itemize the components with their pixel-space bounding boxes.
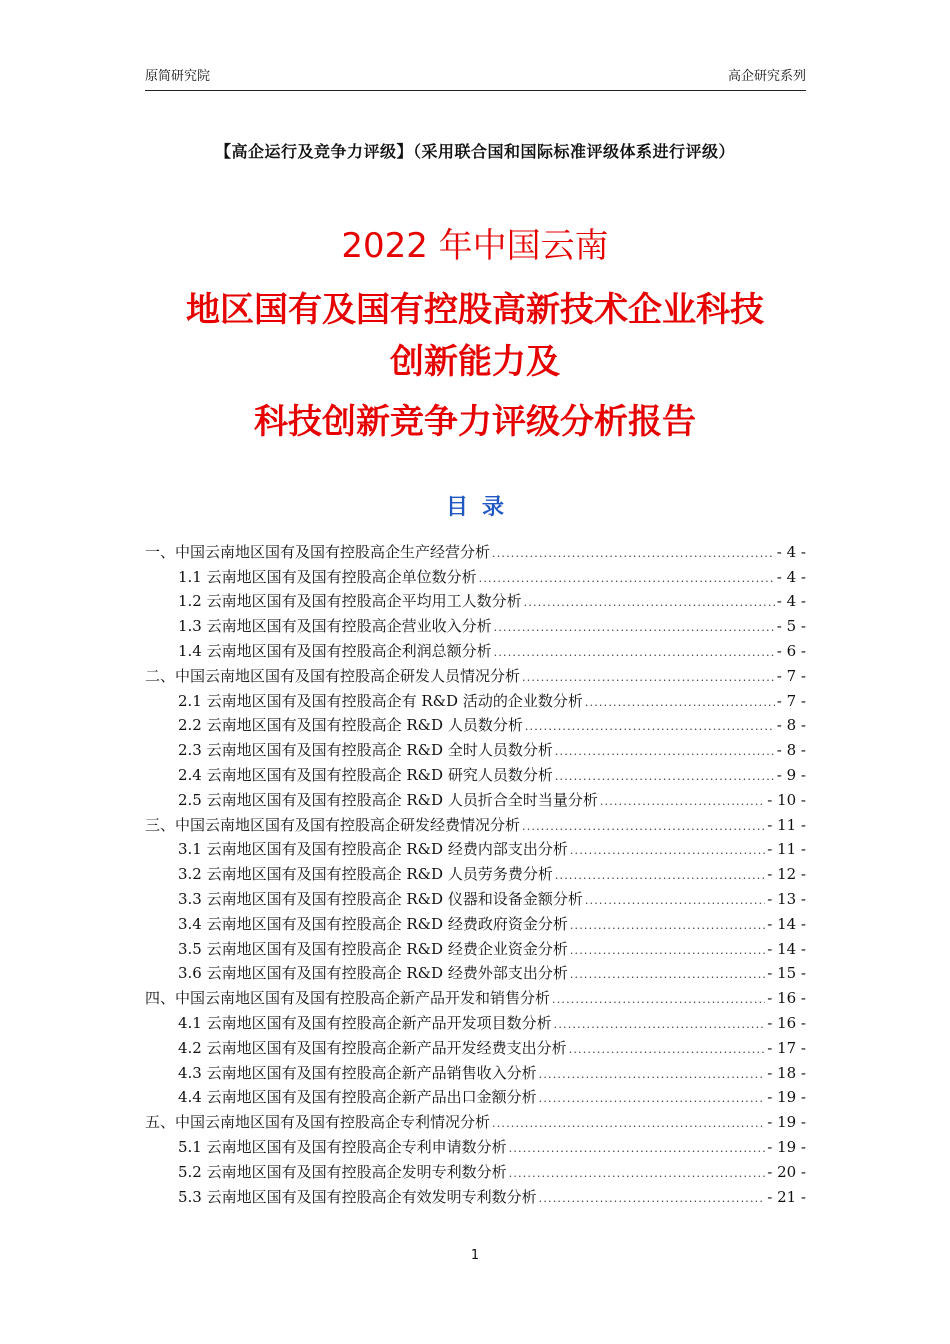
toc-entry-label: 5.3 云南地区国有及国有控股高企有效发明专利数分析 [178,1187,537,1206]
toc-entry-page: - 16 - [767,1013,806,1032]
toc-dot-leader [570,919,765,933]
toc-entry-page: - 7 - [776,691,806,710]
toc-entry-label: 3.4 云南地区国有及国有控股高企 R&D 经费政府资金分析 [178,914,568,933]
toc-subsection-entry[interactable] [145,858,806,883]
title-line-2: 地区国有及国有控股高新技术企业科技 [186,290,764,330]
toc-entry-label: 4.1 云南地区国有及国有控股高企新产品开发项目数分析 [178,1013,552,1032]
toc-dot-leader [494,621,775,635]
toc-entry-page: - 18 - [767,1063,806,1082]
toc-entry-page: - 5 - [776,617,806,636]
toc-dot-leader [585,894,765,908]
toc-dot-leader [554,1018,766,1032]
toc-subsection-entry[interactable] [145,1032,806,1057]
toc-entry-label: 2.1 云南地区国有及国有控股高企有 R&D 活动的企业数分析 [178,691,583,710]
toc-dot-leader [522,671,775,685]
toc-entry-page: - 6 - [776,641,806,660]
toc-subsection-entry[interactable] [145,759,806,784]
toc-entry-page: - 11 - [767,840,806,859]
toc-entry-page: - 4 - [776,567,806,586]
toc-entry-page: - 19 - [767,1088,806,1107]
toc-entry-page: - 13 - [767,889,806,908]
toc-dot-leader [509,1142,766,1156]
toc-heading: 目录 [445,495,518,520]
toc-dot-leader [552,993,765,1007]
toc-dot-leader [585,696,775,710]
toc-dot-leader [555,770,775,784]
toc-subsection-entry[interactable] [145,933,806,958]
toc-entry-label: 2.3 云南地区国有及国有控股高企 R&D 全时人员数分析 [178,741,553,760]
toc-entry-page: - 21 - [767,1187,806,1206]
toc-subsection-entry[interactable] [145,908,806,933]
toc-entry-label: 5.2 云南地区国有及国有控股高企发明专利数分析 [178,1162,507,1181]
toc-entry-page: - 11 - [767,815,806,834]
toc-dot-leader [492,547,775,561]
toc-entry-label: 4.4 云南地区国有及国有控股高企新产品出口金额分析 [178,1088,537,1107]
toc-section-entry[interactable] [145,1106,806,1131]
toc-entry-label: 四、中国云南地区国有及国有控股高企新产品开发和销售分析 [145,989,551,1008]
toc-dot-leader [600,795,765,809]
toc-subsection-entry[interactable] [145,1156,806,1181]
toc-entry-page: - 14 - [767,939,806,958]
toc-entry-page: - 8 - [776,741,806,760]
toc-dot-leader [492,1117,765,1131]
toc-subsection-entry[interactable] [145,734,806,759]
toc-subsection-entry[interactable] [145,1181,806,1206]
rating-line: 【高企运行及竞争力评级】（采用联合国和国际标准评级体系进行评级） [214,142,735,161]
toc-dot-leader [524,596,775,610]
toc-section-entry[interactable] [145,660,806,685]
header-series-name: 高企研究系列 [727,69,806,84]
toc-entry-label: 三、中国云南地区国有及国有控股高企研发经费情况分析 [145,815,521,834]
page-header [145,68,806,91]
toc-entry-label: 4.2 云南地区国有及国有控股高企新产品开发经费支出分析 [178,1038,567,1057]
toc-entry-label: 3.3 云南地区国有及国有控股高企 R&D 仪器和设备金额分析 [178,889,583,908]
page-number: 1 [470,1248,480,1263]
toc-entry-page: - 9 - [776,765,806,784]
header-org-name: 原简研究院 [145,69,211,84]
toc-entry-page: - 7 - [776,666,806,685]
toc-dot-leader [569,1043,766,1057]
toc-entry-page: - 19 - [767,1113,806,1132]
toc-section-entry[interactable] [145,809,806,834]
toc-entry-page: - 10 - [767,790,806,809]
toc-entry-label: 4.3 云南地区国有及国有控股高企新产品销售收入分析 [178,1063,537,1082]
toc-entry-page: - 4 - [776,592,806,611]
toc-entry-label: 1.1 云南地区国有及国有控股高企单位数分析 [178,567,477,586]
toc-subsection-entry[interactable] [145,958,806,983]
toc-entry-label: 2.2 云南地区国有及国有控股高企 R&D 人员数分析 [178,716,523,735]
toc-entry-page: - 17 - [767,1038,806,1057]
toc-subsection-entry[interactable] [145,1082,806,1107]
toc-dot-leader [570,944,765,958]
toc-entry-label: 1.4 云南地区国有及国有控股高企利润总额分析 [178,641,492,660]
toc-subsection-entry[interactable] [145,685,806,710]
title-line-3: 创新能力及 [390,342,560,382]
toc-entry-label: 二、中国云南地区国有及国有控股高企研发人员情况分析 [145,666,521,685]
toc-dot-leader [539,1092,766,1106]
toc-dot-leader [525,720,775,734]
toc-subsection-entry[interactable] [145,710,806,735]
toc-entry-label: 3.1 云南地区国有及国有控股高企 R&D 经费内部支出分析 [178,840,568,859]
toc-subsection-entry[interactable] [145,586,806,611]
toc-dot-leader [555,745,775,759]
toc-entry-page: - 19 - [767,1137,806,1156]
toc-subsection-entry[interactable] [145,635,806,660]
toc-dot-leader [522,820,765,834]
toc-section-entry[interactable] [145,536,806,561]
toc-entry-page: - 20 - [767,1162,806,1181]
toc-entry-label: 2.4 云南地区国有及国有控股高企 R&D 研究人员数分析 [178,765,553,784]
toc-entry-page: - 12 - [767,865,806,884]
toc-dot-leader [555,869,765,883]
toc-entry-label: 一、中国云南地区国有及国有控股高企生产经营分析 [145,542,491,561]
toc-dot-leader [539,1068,766,1082]
toc-entry-page: - 16 - [767,989,806,1008]
toc-subsection-entry[interactable] [145,1057,806,1082]
toc-subsection-entry[interactable] [145,1007,806,1032]
toc-entry-label: 1.3 云南地区国有及国有控股高企营业收入分析 [178,617,492,636]
table-of-contents [145,536,806,1206]
title-line-1: 2022 年中国云南 [341,226,609,266]
toc-entry-page: - 15 - [767,964,806,983]
title-line-4: 科技创新竞争力评级分析报告 [254,402,696,442]
toc-entry-label: 3.2 云南地区国有及国有控股高企 R&D 人员劳务费分析 [178,865,553,884]
toc-subsection-entry[interactable] [145,610,806,635]
toc-dot-leader [570,844,765,858]
toc-subsection-entry[interactable] [145,883,806,908]
toc-subsection-entry[interactable] [145,834,806,859]
toc-entry-label: 1.2 云南地区国有及国有控股高企平均用工人数分析 [178,592,522,611]
toc-entry-page: - 4 - [776,542,806,561]
toc-dot-leader [509,1167,766,1181]
toc-entry-page: - 14 - [767,914,806,933]
toc-dot-leader [479,572,775,586]
toc-entry-label: 3.6 云南地区国有及国有控股高企 R&D 经费外部支出分析 [178,964,568,983]
toc-dot-leader [539,1192,766,1206]
toc-entry-label: 五、中国云南地区国有及国有控股高企专利情况分析 [145,1113,491,1132]
toc-entry-label: 2.5 云南地区国有及国有控股高企 R&D 人员折合全时当量分析 [178,790,598,809]
toc-section-entry[interactable] [145,982,806,1007]
toc-entry-label: 5.1 云南地区国有及国有控股高企专利申请数分析 [178,1137,507,1156]
toc-subsection-entry[interactable] [145,561,806,586]
toc-subsection-entry[interactable] [145,784,806,809]
toc-dot-leader [570,968,765,982]
toc-dot-leader [494,646,775,660]
toc-entry-label: 3.5 云南地区国有及国有控股高企 R&D 经费企业资金分析 [178,939,568,958]
toc-entry-page: - 8 - [776,716,806,735]
toc-subsection-entry[interactable] [145,1131,806,1156]
